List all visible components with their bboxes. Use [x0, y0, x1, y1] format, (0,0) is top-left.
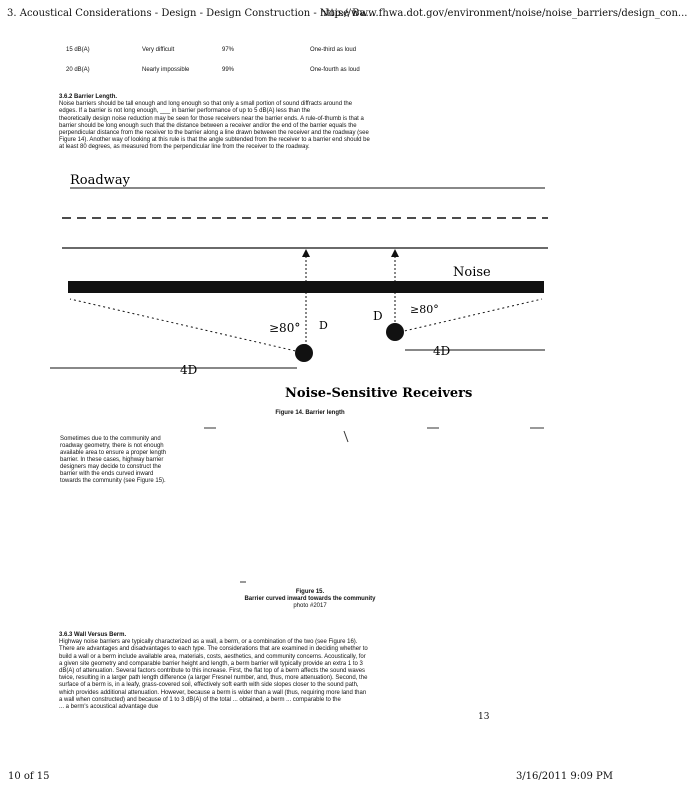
figure-15-caption-photo: photo #2017 — [293, 603, 327, 609]
paragraph-line: edges. If a barrier is not long enough, ___ in barrier performance of up to 5 dB(A) less than the — [59, 108, 311, 115]
paragraph-line: build a wall or a berm include available area, materials, costs, aesthetics, and community concerns. Acoustically, for — [59, 653, 366, 660]
section-wall-vs-berm — [59, 632, 549, 711]
receiver-right — [386, 323, 404, 341]
paragraph-line: Highway noise barriers are typically characterized as a wall, a berm, or a combination of the two (see Figure 16). — [59, 639, 358, 646]
paragraph-line: barrier should be long enough such that the distance between a receiver and/or the end of the barrier equals the — [59, 122, 357, 129]
figure-15-caption-title: Figure 15. — [295, 589, 325, 595]
paragraph-line: twice, resulting in a larger path length difference (a larger Fresnel number, and, thus, more attenuation). Second, the — [59, 675, 368, 682]
paragraph-line: There are advantages and disadvantages to each type. The considerations that are examined in deciding whether to — [59, 646, 368, 653]
paragraph-line: a given site geometry and comparable barrier height and length, a berm barrier will typically provide an extra 1 to 3 — [59, 660, 363, 667]
browser-print-header — [7, 8, 687, 22]
side-text-line: barrier. In these cases, highway barrier — [60, 457, 164, 463]
side-text-line: designers may decide to construct the — [60, 464, 162, 470]
figure-15-caption — [200, 589, 420, 610]
distance-d-left: D — [319, 319, 328, 332]
side-text-line: barrier with the ends curved inward — [60, 471, 154, 477]
paragraph-line: dB(A) of attenuation. Several factors contribute to this increase. First, the flat top of a berm affects the sound waves — [59, 668, 366, 675]
table-cell-desc: One-fourth as loud — [310, 67, 360, 73]
paragraph-line: at least 80 degrees, as measured from the perpendicular line from the receiver to the roadway. — [59, 144, 310, 151]
side-text-line: towards the community (see Figure 15). — [60, 478, 166, 484]
angle-label-left: ≥80° — [269, 321, 301, 335]
side-text-line: available area to ensure a proper length — [60, 450, 167, 456]
arrow-head-up-left — [302, 249, 310, 257]
table-cell-pct: 99% — [222, 67, 235, 73]
arrow-head-up-right — [391, 249, 399, 257]
paragraph-line: which provides additional attenuation. However, because a berm is wider than a wall (thus, requiring more land than — [59, 689, 367, 696]
table-cell-db: 20 dB(A) — [66, 67, 90, 73]
figure-15-photo-remnant — [190, 425, 560, 595]
paragraph-line: Figure 14). Another way of looking at this rule is that the angle subtended from the receiver to a barrier end should be — [59, 137, 370, 144]
table-cell-pct: 97% — [222, 47, 235, 53]
roadway-label: Roadway — [70, 173, 130, 188]
paragraph-line: a wall when constructed) and because of 1 to 3 dB(A) of the total ... obtained, a berm ... comparable to the — [59, 696, 341, 703]
distance-4d-left: 4D — [180, 363, 198, 377]
receiver-left — [295, 344, 313, 362]
table-cell-difficulty: Nearly impossible — [142, 67, 190, 73]
table-cell-difficulty: Very difficult — [142, 47, 175, 53]
distance-d-right: D — [373, 309, 383, 323]
page-number: 10 of 15 — [8, 771, 50, 782]
section-barrier-length — [59, 94, 549, 152]
paragraph-line: perpendicular distance from the receiver to the barrier along a line drawn between the receiver and the roadway (see — [59, 130, 369, 137]
paragraph-line: Noise barriers should be tall enough and long enough so that only a small portion of sound diffracts around the — [59, 101, 353, 108]
figure-14-caption: Figure 14. Barrier length — [275, 410, 345, 416]
angle-label-right: ≥80° — [410, 303, 439, 316]
paragraph-line: theoretically design noise reduction may be seen for those receivers near the barrier ends. A rule-of-thumb is that a — [59, 115, 364, 122]
section-title: 3.6.2 Barrier Length. — [59, 94, 118, 100]
table-cell-desc: One-third as loud — [310, 47, 357, 53]
page-title: 3. Acoustical Considerations - Design - Design Construction - Noise Ba... — [7, 8, 376, 19]
margin-mark: 13 — [478, 712, 490, 722]
paragraph-line: ... a berm's acoustical advantage due — [59, 704, 159, 711]
distance-4d-right: 4D — [433, 344, 451, 358]
side-text-line: roadway geometry, there is not enough — [60, 443, 164, 449]
print-date: 3/16/2011 9:09 PM — [515, 771, 613, 782]
noise-barrier — [68, 281, 544, 293]
side-text-line: Sometimes due to the community and — [60, 436, 161, 442]
receivers-label: Noise-Sensitive Receivers — [285, 386, 473, 401]
page-url: http://www.fhwa.dot.gov/environment/noise/noise_barriers/design_con... — [320, 8, 687, 19]
sightline-left — [70, 299, 300, 352]
side-text-block — [60, 436, 184, 485]
figure-14-diagram — [0, 160, 619, 400]
paragraph-line: surface of a berm is, in a leafy, grass-covered soil, effectively soft earth with side slopes closer to the sound path, — [59, 682, 359, 689]
figure-15-caption-line: Barrier curved inward towards the community — [244, 596, 376, 602]
table-cell-db: 15 dB(A) — [66, 47, 90, 53]
scan-artifact — [344, 431, 348, 442]
section-title: 3.6.3 Wall Versus Berm. — [59, 632, 127, 638]
noise-label: Noise — [453, 265, 491, 280]
